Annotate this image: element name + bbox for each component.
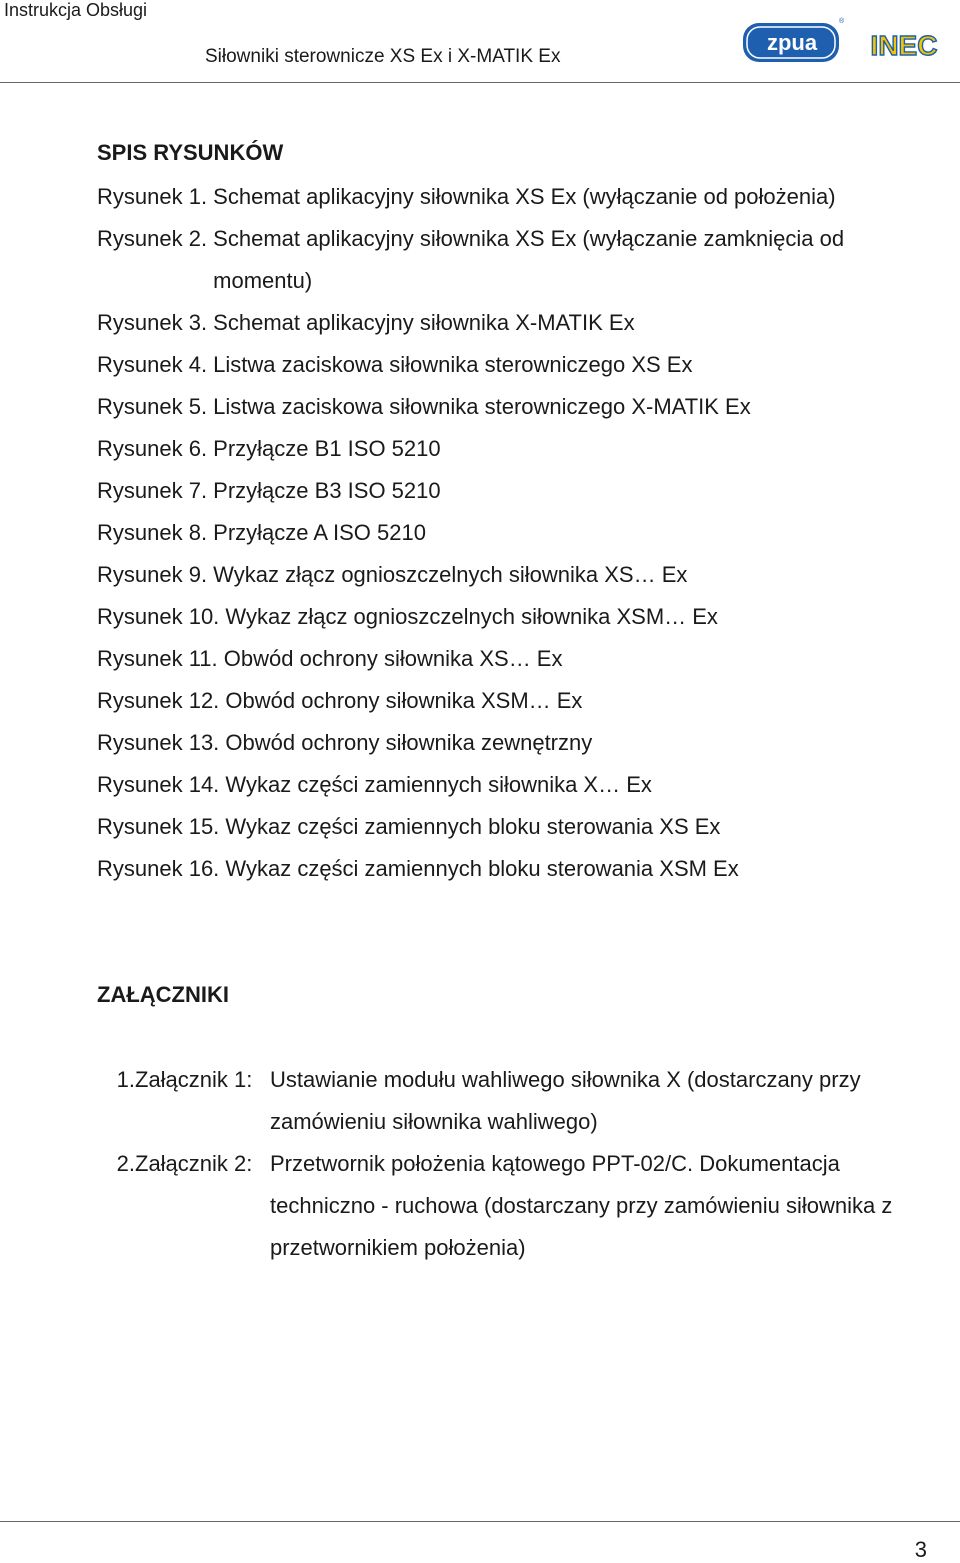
figure-text: Listwa zaciskowa siłownika sterowniczego XS Ex xyxy=(213,352,693,377)
footer-divider xyxy=(0,1521,960,1522)
header-divider xyxy=(0,82,960,83)
figure-item xyxy=(97,470,915,512)
inec-logo-text: INEC xyxy=(870,30,938,61)
figure-label: Rysunek 2. xyxy=(97,226,214,251)
attachment-item xyxy=(97,1059,950,1143)
figure-text: Wykaz części zamiennych bloku sterowania XS Ex xyxy=(225,814,721,839)
figure-item xyxy=(97,428,915,470)
figure-text: Przyłącze A ISO 5210 xyxy=(213,520,426,545)
figure-text: Obwód ochrony siłownika XSM… Ex xyxy=(225,688,583,713)
figure-item xyxy=(97,764,915,806)
attachment-text: Przetwornik położenia kątowego PPT-02/C. Dokumentacja techniczno - ruchowa (dostarczany przy zamówieniu siłownika z przetwornikiem położenia) xyxy=(270,1151,893,1260)
figure-item xyxy=(97,806,915,848)
figure-text: Przyłącze B3 ISO 5210 xyxy=(213,478,441,503)
figure-text: Wykaz złącz ognioszczelnych siłownika XSM… Ex xyxy=(225,604,718,629)
figure-item xyxy=(97,848,915,890)
figure-item xyxy=(97,722,915,764)
figure-item xyxy=(97,680,915,722)
attachment-number: 2. xyxy=(116,1151,135,1176)
figure-item xyxy=(97,344,915,386)
header-subtitle: Siłowniki sterownicze XS Ex i X-MATIK Ex xyxy=(205,46,561,67)
inec-logo xyxy=(866,26,942,62)
figure-item xyxy=(97,302,915,344)
svg-text:®: ® xyxy=(839,18,845,25)
figure-label: Rysunek 6. xyxy=(97,436,214,461)
figure-label: Rysunek 14. xyxy=(97,772,226,797)
figure-label: Rysunek 1. xyxy=(97,184,214,209)
figure-label: Rysunek 9. xyxy=(97,562,214,587)
figure-text: Wykaz części zamiennych bloku sterowania XSM Ex xyxy=(225,856,739,881)
figure-item xyxy=(97,596,915,638)
attachment-label: Załącznik 1: xyxy=(135,1067,259,1092)
attachment-number: 1. xyxy=(116,1067,135,1092)
figures-list xyxy=(97,176,915,890)
figure-label: Rysunek 15. xyxy=(97,814,226,839)
zpua-logo-text: zpua xyxy=(766,30,818,55)
figure-item xyxy=(97,386,915,428)
figure-label: Rysunek 5. xyxy=(97,394,214,419)
figure-label: Rysunek 7. xyxy=(97,478,214,503)
figure-label: Rysunek 10. xyxy=(97,604,226,629)
figure-text: Schemat aplikacyjny siłownika X-MATIK Ex xyxy=(213,310,635,335)
attachment-item xyxy=(97,1143,950,1269)
figure-text: Listwa zaciskowa siłownika sterowniczego X-MATIK Ex xyxy=(213,394,751,419)
attachment-text: Ustawianie modułu wahliwego siłownika X (dostarczany przy zamówieniu siłownika wahliwego) xyxy=(270,1067,861,1134)
figure-label: Rysunek 8. xyxy=(97,520,214,545)
figure-item xyxy=(97,176,915,218)
figure-label: Rysunek 12. xyxy=(97,688,226,713)
figure-text: Schemat aplikacyjny siłownika XS Ex (wyłączanie zamknięcia od momentu) xyxy=(213,226,845,293)
figure-label: Rysunek 3. xyxy=(97,310,214,335)
zpua-logo xyxy=(742,18,845,66)
figures-section-title: SPIS RYSUNKÓW xyxy=(97,140,284,165)
figure-label: Rysunek 4. xyxy=(97,352,214,377)
figure-text: Wykaz części zamiennych siłownika X… Ex xyxy=(225,772,652,797)
figure-text: Wykaz złącz ognioszczelnych siłownika XS… Ex xyxy=(213,562,688,587)
figure-item xyxy=(97,638,915,680)
header-title: Instrukcja Obsługi xyxy=(4,0,148,20)
figure-text: Obwód ochrony siłownika zewnętrzny xyxy=(225,730,593,755)
figure-item xyxy=(97,554,915,596)
attachments-list xyxy=(97,1059,950,1269)
attachments-section-title: ZAŁĄCZNIKI xyxy=(97,982,229,1007)
attachment-label: Załącznik 2: xyxy=(135,1151,259,1176)
figure-label: Rysunek 13. xyxy=(97,730,226,755)
figure-item xyxy=(97,218,915,302)
figure-label: Rysunek 16. xyxy=(97,856,226,881)
page-number: 3 xyxy=(914,1537,927,1562)
figure-item xyxy=(97,512,915,554)
figure-text: Schemat aplikacyjny siłownika XS Ex (wyłączanie od położenia) xyxy=(213,184,836,209)
figure-label: Rysunek 11. xyxy=(97,646,224,671)
figure-text: Przyłącze B1 ISO 5210 xyxy=(213,436,441,461)
figure-text: Obwód ochrony siłownika XS… Ex xyxy=(223,646,563,671)
